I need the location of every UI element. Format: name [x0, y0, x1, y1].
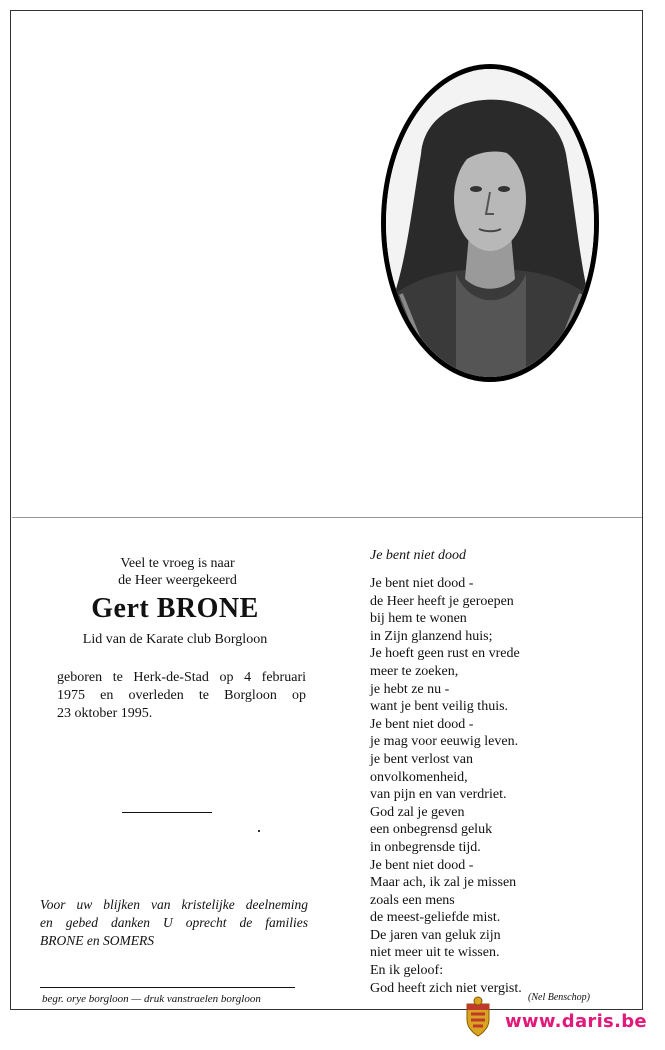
poem-line: in Zijn glanzend huis; [370, 628, 493, 644]
poem-line: zoals een mens [370, 892, 455, 908]
poem-line: Je bent niet dood - [370, 576, 474, 591]
poem-line: je hebt ze nu - [370, 681, 450, 697]
bottom-rule [40, 987, 295, 988]
club-text: Lid van de Karate club Borgloon [82, 632, 268, 647]
thanks-line: BRONE en SOMERS [40, 933, 154, 948]
poem-line: bij hem te wonen [370, 611, 467, 627]
poem-line: je bent verlost van [370, 751, 474, 767]
watermark-link[interactable]: www.daris.be [505, 1011, 647, 1032]
poem-line: de Heer heeft je geroepen [370, 593, 514, 609]
deceased-name: Gert BRONE [91, 593, 259, 624]
speck [258, 830, 260, 832]
poem-line: En ik geloof: [370, 963, 444, 979]
dates-line: 23 oktober 1995. [57, 706, 153, 721]
poem-line: Maar ach, ik zal je missen [370, 875, 517, 891]
poem-line: onvolkomenheid, [370, 769, 468, 785]
poem-line: God heeft zich niet vergist. [370, 980, 522, 996]
intro-line: Veel te vroeg is naar [120, 556, 235, 571]
thanks-line: Voor uw blijken van kristelijke deelneming [40, 897, 308, 912]
poem-line: de meest-geliefde mist. [370, 910, 501, 926]
poem-line: van pijn en van verdriet. [370, 787, 507, 803]
fold-line [12, 517, 642, 518]
printer-credit: begr. orye borgloon — druk vanstraelen borgloon [42, 993, 261, 1005]
poem [370, 575, 522, 997]
poem-line: in onbegrensde tijd. [370, 839, 481, 855]
intro-line: de Heer weergekeerd [118, 573, 237, 588]
poem-line: niet meer uit te wissen. [370, 945, 500, 961]
dates-line: geboren te Herk-de-Stad op 4 februari [57, 670, 306, 685]
poem-line: God zal je geven [370, 804, 465, 820]
poem-line: Je bent niet dood - [370, 716, 474, 732]
thanks-text [40, 896, 308, 950]
poem-author: (Nel Benschop) [528, 992, 590, 1003]
poem-line: een onbegrensd geluk [370, 822, 493, 838]
birth-death-text [57, 669, 306, 723]
intro-text [60, 555, 295, 589]
poem-title: Je bent niet dood [370, 548, 467, 563]
separator-rule [122, 812, 212, 813]
poem-line: want je bent veilig thuis. [370, 699, 509, 715]
poem-line: De jaren van geluk zijn [370, 927, 501, 943]
coat-of-arms-icon [463, 996, 493, 1038]
poem-line: Je bent niet dood - [370, 857, 474, 873]
dates-line: 1975 en overleden te Borgloon op [57, 688, 306, 703]
portrait-photo [381, 64, 599, 382]
poem-line: je mag voor eeuwig leven. [370, 734, 519, 750]
poem-line: Je hoeft geen rust en vrede [370, 646, 520, 662]
poem-line: meer te zoeken, [370, 663, 459, 679]
thanks-line: en gebed danken U oprecht de families [40, 915, 308, 930]
